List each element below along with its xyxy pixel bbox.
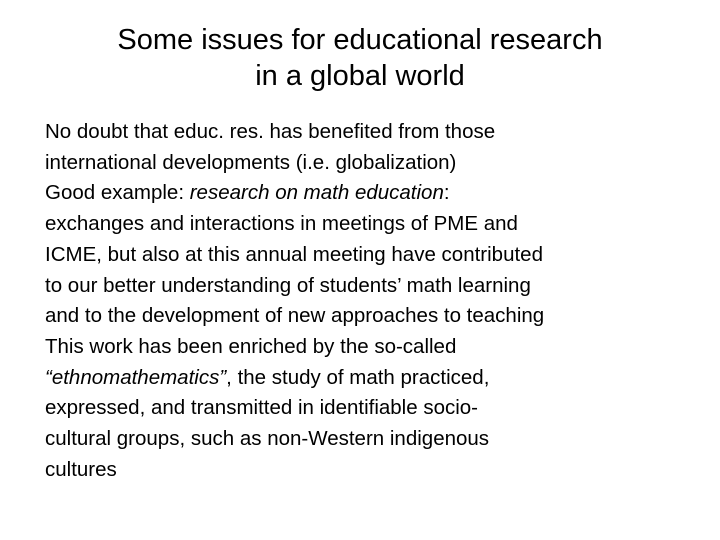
text-run: ICME, but also at this annual meeting have contributed — [45, 242, 543, 266]
text-run: cultural groups, such as non-Western indigenous — [45, 427, 490, 451]
text-run: expressed, and transmitted in identifiable socio- — [45, 396, 479, 420]
text-run: No doubt that educ. res. has benefited from those — [45, 120, 496, 143]
text-line — [45, 363, 705, 394]
text-line — [45, 301, 705, 332]
italic-phrase: research on math education — [189, 181, 444, 205]
text-run: This work has been enriched by the so-called — [45, 334, 457, 358]
paragraph-globalization — [45, 117, 705, 178]
text-run: : — [443, 181, 450, 205]
text-line — [45, 117, 705, 148]
text-run: exchanges and interactions in meetings of PME and — [45, 212, 518, 236]
slide-body — [45, 117, 705, 485]
text-run: to our better understanding of students’ math learning — [45, 273, 531, 297]
text-line — [45, 393, 705, 424]
text-line — [45, 178, 705, 209]
text-run: international developments (i.e. globalization) — [45, 150, 457, 174]
text-run: and to the development of new approaches to teaching — [45, 304, 545, 328]
text-line — [45, 424, 705, 455]
text-run: cultures — [45, 457, 117, 481]
text-line — [45, 148, 705, 179]
paragraph-math-education — [45, 178, 705, 332]
text-line — [45, 240, 705, 271]
italic-phrase: “ethnomathematics” — [45, 365, 227, 389]
text-line — [45, 209, 705, 240]
paragraph-ethnomathematics — [45, 332, 705, 486]
title-line: in a global world — [255, 60, 465, 92]
text-run: , the study of math practiced, — [226, 365, 490, 389]
text-line — [45, 271, 705, 302]
title-line: Some issues for educational research — [117, 24, 603, 56]
text-run: Good example: — [45, 181, 190, 205]
text-line — [45, 332, 705, 363]
slide-title — [0, 22, 720, 94]
text-line — [45, 455, 705, 486]
